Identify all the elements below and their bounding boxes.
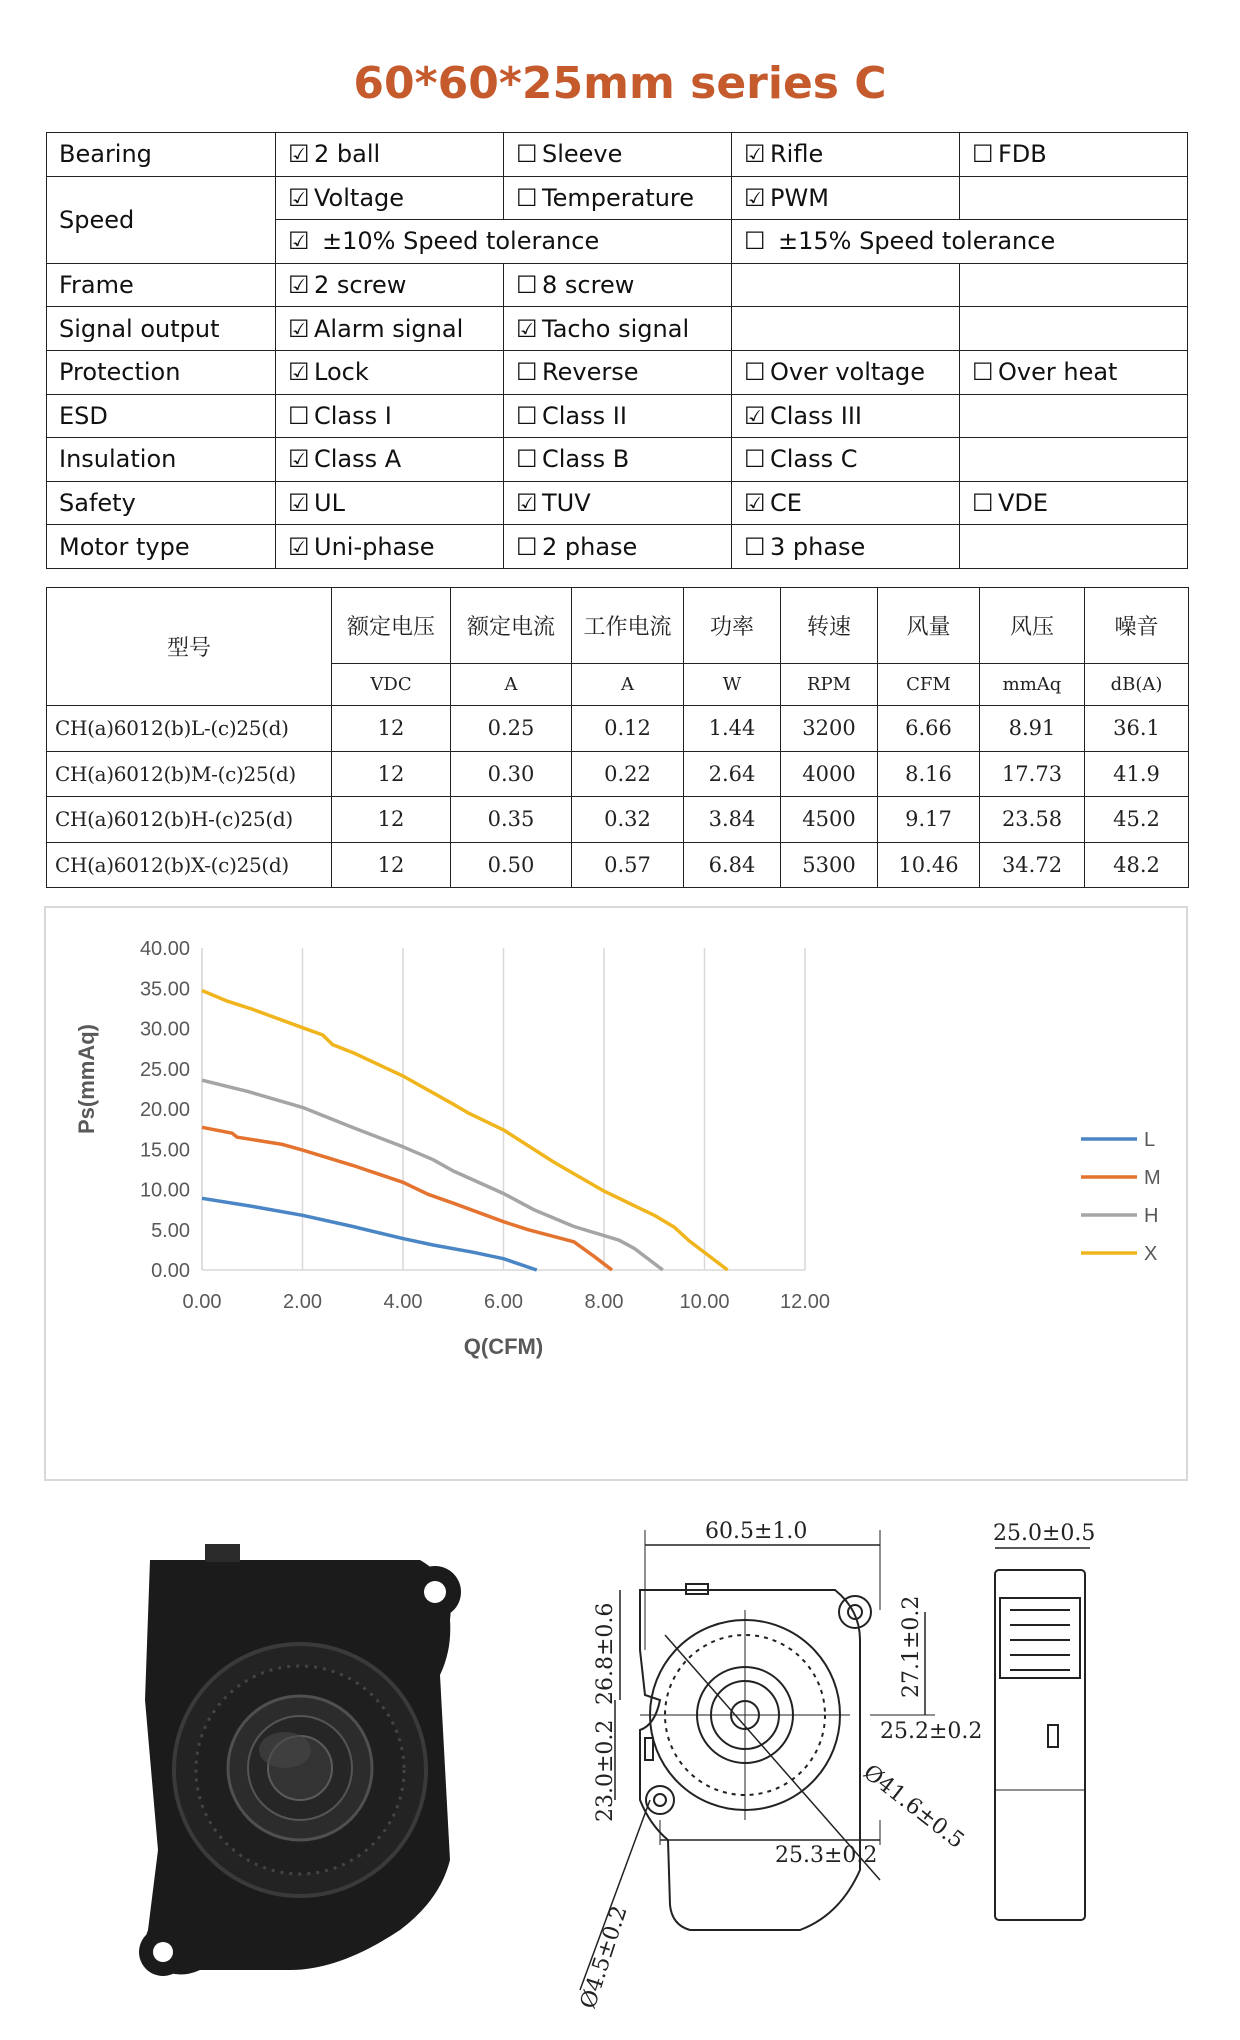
spec-cell [960,481,1188,525]
checked-box-icon: ☑ [744,183,766,212]
column-header: 额定电压 [332,588,451,664]
spec-option-label: Class A [314,445,402,474]
spec-cell [504,481,732,525]
value-cell: 12 [332,706,451,752]
page-title: 60*60*25mm series C [353,58,887,109]
spec-cell [504,176,732,220]
unit-header: RPM [781,664,878,706]
table-row [47,797,1189,843]
spec-option-label: Tacho signal [542,314,690,343]
column-header: 风压 [980,588,1085,664]
spec-cell [732,350,960,394]
spec-cell [732,438,960,482]
x-tick-label: 6.00 [484,1291,523,1313]
unchecked-box-icon: ☐ [744,532,766,561]
spec-row [47,350,1188,394]
spec-cell [276,394,504,438]
product-drawings [0,1500,1240,2020]
dim-thickness: 25.0±0.5 [993,1521,1096,1546]
model-cell: CH(a)6012(b)X-(c)25(d) [47,842,332,888]
column-header: 转速 [781,588,878,664]
checked-box-icon: ☑ [516,489,538,518]
value-cell: 0.50 [451,842,572,888]
spec-option-label: 2 phase [542,532,638,561]
table-row [47,842,1189,888]
spec-table [46,132,1188,569]
spec-row [47,394,1188,438]
model-cell: CH(a)6012(b)H-(c)25(d) [47,797,332,843]
spec-cell [504,394,732,438]
spec-option-label: Reverse [542,358,639,387]
spec-label: Speed [47,176,276,263]
y-tick-label: 25.00 [139,1058,190,1081]
value-cell: 0.32 [572,797,684,843]
spec-cell [960,263,1188,307]
legend-label: H [1144,1205,1159,1227]
spec-cell [960,307,1188,351]
x-tick-label: 2.00 [283,1291,322,1313]
y-tick-label: 5.00 [151,1219,190,1242]
pq-chart [44,906,1188,1481]
unit-header: dB(A) [1085,664,1189,706]
spec-option-label: PWM [770,183,829,212]
y-tick-label: 40.00 [139,938,190,960]
spec-option-label: UL [314,489,345,518]
checked-box-icon: ☑ [288,227,310,256]
spec-cell [732,481,960,525]
spec-row [47,263,1188,307]
fan-photo [139,1544,461,1976]
unchecked-box-icon: ☐ [516,401,538,430]
spec-cell [504,263,732,307]
spec-option-label: ±10% Speed tolerance [322,227,600,256]
column-header: 额定电流 [451,588,572,664]
spec-option-label: Rifle [770,140,824,169]
y-axis-title: Ps(mmAq) [74,1023,99,1135]
spec-option-label: 2 ball [314,140,381,169]
spec-cell [504,438,732,482]
unchecked-box-icon: ☐ [516,183,538,212]
value-cell: 0.30 [451,751,572,797]
spec-option-label: 2 screw [314,271,407,300]
model-cell: CH(a)6012(b)L-(c)25(d) [47,706,332,752]
unchecked-box-icon: ☐ [288,401,310,430]
value-cell: 48.2 [1085,842,1189,888]
checked-box-icon: ☑ [288,140,310,169]
spec-cell [504,133,732,177]
header-row [47,588,1189,664]
value-cell: 17.73 [980,751,1085,797]
x-tick-label: 8.00 [584,1291,624,1313]
series-line-l [202,1198,537,1270]
x-tick-label: 12.00 [779,1291,831,1313]
value-cell: 12 [332,797,451,843]
value-cell: 6.84 [684,842,781,888]
legend-label: L [1144,1129,1156,1151]
unit-header: VDC [332,664,451,706]
spec-option-label: VDE [998,489,1049,518]
spec-cell [276,350,504,394]
spec-cell [960,176,1188,220]
dim-diameter: Ø41.6±0.5 [858,1760,969,1854]
series-line-h [202,1080,663,1270]
column-header: 风量 [878,588,980,664]
spec-label: Frame [47,263,276,307]
spec-cell [732,176,960,220]
value-cell: 45.2 [1085,797,1189,843]
spec-option-label: Lock [314,358,369,387]
unit-header: mmAq [980,664,1085,706]
value-cell: 3.84 [684,797,781,843]
checked-box-icon: ☑ [288,314,310,343]
dim-outlet: 25.2±0.2 [880,1719,983,1744]
unchecked-box-icon: ☐ [516,358,538,387]
unchecked-box-icon: ☐ [744,227,766,256]
spec-cell [732,263,960,307]
spec-option-label: Over heat [998,358,1118,387]
model-header: 型号 [47,588,332,706]
dim-bottom: 25.3±0.2 [775,1843,878,1868]
value-cell: 0.22 [572,751,684,797]
spec-cell [960,438,1188,482]
side-drawing [995,1548,1090,1920]
unchecked-box-icon: ☐ [516,140,538,169]
spec-cell [276,220,732,264]
spec-row [47,438,1188,482]
value-cell: 10.46 [878,842,980,888]
spec-option-label: Class B [542,445,630,474]
spec-option-label: Class I [314,401,392,430]
series-line-x [202,991,728,1271]
dim-width: 60.5±1.0 [705,1519,808,1544]
spec-option-label: Uni-phase [314,532,435,561]
checked-box-icon: ☑ [516,314,538,343]
spec-cell [276,438,504,482]
spec-row [47,481,1188,525]
x-tick-label: 4.00 [383,1291,423,1313]
checked-box-icon: ☑ [744,140,766,169]
spec-cell [276,307,504,351]
spec-option-label: ±15% Speed tolerance [778,227,1056,256]
spec-cell [276,133,504,177]
y-tick-label: 10.00 [139,1179,190,1202]
spec-cell [504,350,732,394]
spec-option-label: Sleeve [542,140,623,169]
unchecked-box-icon: ☐ [744,445,766,474]
dim-left-height: 23.0±0.2 [593,1719,618,1822]
table-row [47,706,1189,752]
value-cell: 12 [332,842,451,888]
y-tick-label: 30.00 [139,1018,190,1041]
spec-label: ESD [47,394,276,438]
spec-label: Bearing [47,133,276,177]
spec-option-label: Class II [542,401,627,430]
unit-header: CFM [878,664,980,706]
checked-box-icon: ☑ [288,271,310,300]
spec-cell [960,133,1188,177]
spec-label: Protection [47,350,276,394]
value-cell: 2.64 [684,751,781,797]
spec-cell [732,307,960,351]
spec-option-label: CE [770,489,802,518]
value-cell: 5300 [781,842,878,888]
spec-option-label: Alarm signal [314,314,464,343]
unchecked-box-icon: ☐ [516,271,538,300]
value-cell: 23.58 [980,797,1085,843]
spec-cell [732,133,960,177]
model-cell: CH(a)6012(b)M-(c)25(d) [47,751,332,797]
checked-box-icon: ☑ [288,183,310,212]
front-drawing [580,1530,935,1990]
checked-box-icon: ☑ [288,445,310,474]
spec-row [47,133,1188,177]
spec-cell [960,525,1188,569]
y-tick-label: 15.00 [139,1139,190,1162]
spec-cell [960,350,1188,394]
checked-box-icon: ☑ [744,489,766,518]
x-tick-label: 0.00 [182,1291,222,1313]
spec-option-label: TUV [542,489,591,518]
spec-cell [276,263,504,307]
unchecked-box-icon: ☐ [972,358,994,387]
spec-row [47,525,1188,569]
checked-box-icon: ☑ [288,358,310,387]
column-header: 工作电流 [572,588,684,664]
value-cell: 9.17 [878,797,980,843]
checked-box-icon: ☑ [288,489,310,518]
value-cell: 36.1 [1085,706,1189,752]
spec-option-label: Over voltage [770,358,926,387]
unchecked-box-icon: ☐ [744,358,766,387]
unchecked-box-icon: ☐ [972,140,994,169]
spec-cell [732,220,1188,264]
checked-box-icon: ☑ [744,401,766,430]
spec-cell [732,394,960,438]
x-tick-label: 10.00 [679,1291,730,1313]
y-tick-label: 0.00 [151,1260,190,1282]
spec-cell [504,525,732,569]
unchecked-box-icon: ☐ [516,445,538,474]
unchecked-box-icon: ☐ [972,489,994,518]
spec-label: Insulation [47,438,276,482]
value-cell: 3200 [781,706,878,752]
spec-option-label: Class C [770,445,858,474]
spec-cell [504,307,732,351]
performance-table [46,587,1189,888]
spec-option-label: Class III [770,401,863,430]
spec-cell [276,525,504,569]
value-cell: 0.57 [572,842,684,888]
spec-cell [732,525,960,569]
x-axis-title: Q(CFM) [463,1334,544,1359]
value-cell: 34.72 [980,842,1085,888]
column-header: 功率 [684,588,781,664]
table-row [47,751,1189,797]
legend-label: M [1144,1167,1161,1189]
spec-option-label: FDB [998,140,1047,169]
value-cell: 0.25 [451,706,572,752]
value-cell: 4500 [781,797,878,843]
unit-header: A [451,664,572,706]
spec-option-label: 8 screw [542,271,635,300]
spec-cell [276,481,504,525]
y-tick-label: 20.00 [139,1099,190,1121]
checked-box-icon: ☑ [288,532,310,561]
legend-label: X [1144,1243,1158,1265]
value-cell: 0.12 [572,706,684,752]
y-tick-label: 35.00 [139,978,190,1001]
value-cell: 1.44 [684,706,781,752]
value-cell: 8.16 [878,751,980,797]
unit-header: W [684,664,781,706]
column-header: 噪音 [1085,588,1189,664]
dim-hole-dia: Ø4.5±0.2 [575,1902,633,2012]
spec-cell [960,394,1188,438]
spec-cell [276,176,504,220]
unchecked-box-icon: ☐ [516,532,538,561]
dim-hole-top: 27.1±0.2 [899,1595,924,1698]
spec-option-label: 3 phase [770,532,866,561]
spec-label: Motor type [47,525,276,569]
value-cell: 4000 [781,751,878,797]
value-cell: 0.35 [451,797,572,843]
spec-label: Signal output [47,307,276,351]
spec-option-label: Temperature [542,183,695,212]
spec-label: Safety [47,481,276,525]
value-cell: 6.66 [878,706,980,752]
spec-row [47,176,1188,220]
spec-option-label: Voltage [314,183,405,212]
unit-header: A [572,664,684,706]
value-cell: 41.9 [1085,751,1189,797]
value-cell: 8.91 [980,706,1085,752]
spec-row [47,307,1188,351]
value-cell: 12 [332,751,451,797]
dim-height-top: 26.8±0.6 [593,1602,618,1705]
